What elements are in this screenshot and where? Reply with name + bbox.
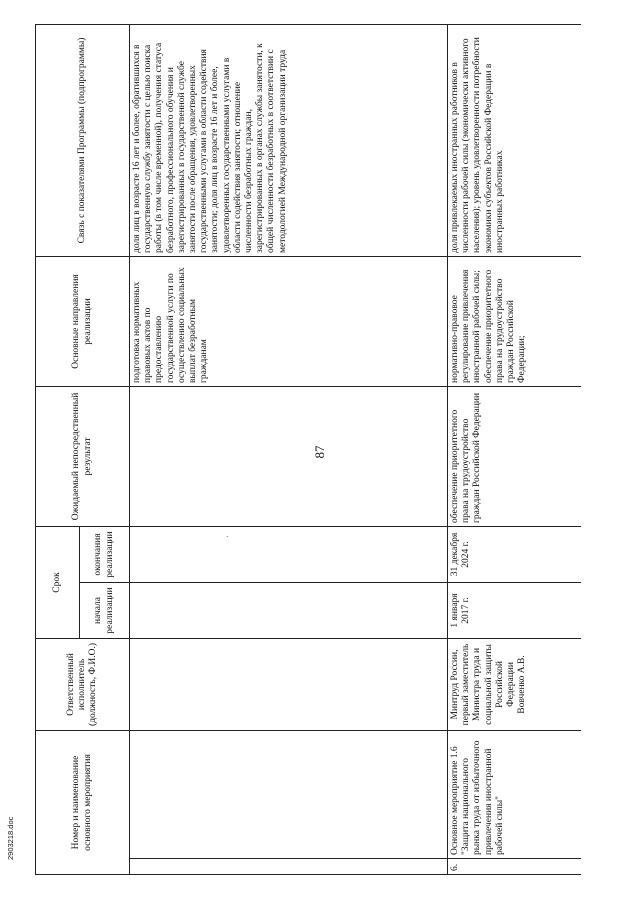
scan-speck: ·	[226, 533, 229, 541]
header-row-1	[36, 24, 80, 874]
cell-end	[130, 526, 448, 582]
header-term: Срок	[36, 526, 80, 638]
document-id: 2903218.doc	[6, 816, 15, 860]
cell-executor	[130, 638, 448, 730]
cell-link: доля привлекаемых иностранных работников в численности рабочей силы (экономически активного населения); уровень удовлетворенности потребности экономики субъектов Российской Федерации в иностранных работниках	[448, 24, 581, 256]
cell-name: Основное мероприятие 1.6 "Защита национального рынка труда от избыточного привлечения иностранной рабочей силы"	[448, 730, 581, 858]
header-executor: Ответственный исполнитель (должность, Ф.И.О.)	[36, 638, 130, 730]
cell-number	[130, 859, 448, 875]
table-row	[448, 24, 581, 874]
page-number: 87	[312, 445, 327, 459]
cell-result: обеспечение приоритетного права на трудоустройство граждан Российской Федерации	[448, 386, 581, 526]
cell-name	[130, 730, 448, 858]
cell-end: 31 декабря 2024 г.	[448, 526, 581, 582]
rotated-table-plane	[35, 25, 580, 875]
cell-start: 1 января 2017 г.	[448, 582, 581, 638]
cell-number: 6.	[448, 859, 581, 875]
cell-directions: подготовка нормативных правовых актов по предоставлению государственной услуги по осуществлению социальных выплат безработным гражданам	[130, 256, 448, 386]
cell-executor: Минтруд России, первый заместитель Министра труда и социальной защиты Российской Федерации Вовченко А.В.	[448, 638, 581, 730]
header-directions: Основные направления реализации	[36, 256, 130, 386]
header-number-name: Номер и наименование основного мероприятия	[36, 730, 130, 874]
table-row	[130, 24, 448, 874]
cell-result	[130, 386, 448, 526]
header-end: окончания реализации	[80, 526, 130, 582]
header-link: Связь с показателями Программы (подпрограммы)	[36, 24, 130, 256]
header-result: Ожидаемый непосредственный результат	[36, 386, 130, 526]
header-start: начала реализации	[80, 582, 130, 638]
cell-directions: нормативно-правовое регулирование привлечения иностранной рабочей силы; обеспечение приоритетного права на трудоустройство граждан Российской Федерации;	[448, 256, 581, 386]
measures-table	[35, 24, 581, 875]
cell-link: доля лиц в возрасте 16 лет и более, обратившихся в государственную службу занятости с целью поиска работы (в том числе временной), получения статуса безработного, профессионального обучения и зарегистрированных в государственной службе занятости после обращения, удовлетворенных государственными услугами в области содействия занятости; доля лиц в возрасте 16 лет и более, удовлетворенных государственными услугами в области содействия занятости; отношение численности безработных граждан, зарегистрированных в органах службы занятости, к общей численности безработных в соответствии с методологией Международной организации труда	[130, 24, 448, 256]
cell-start	[130, 582, 448, 638]
